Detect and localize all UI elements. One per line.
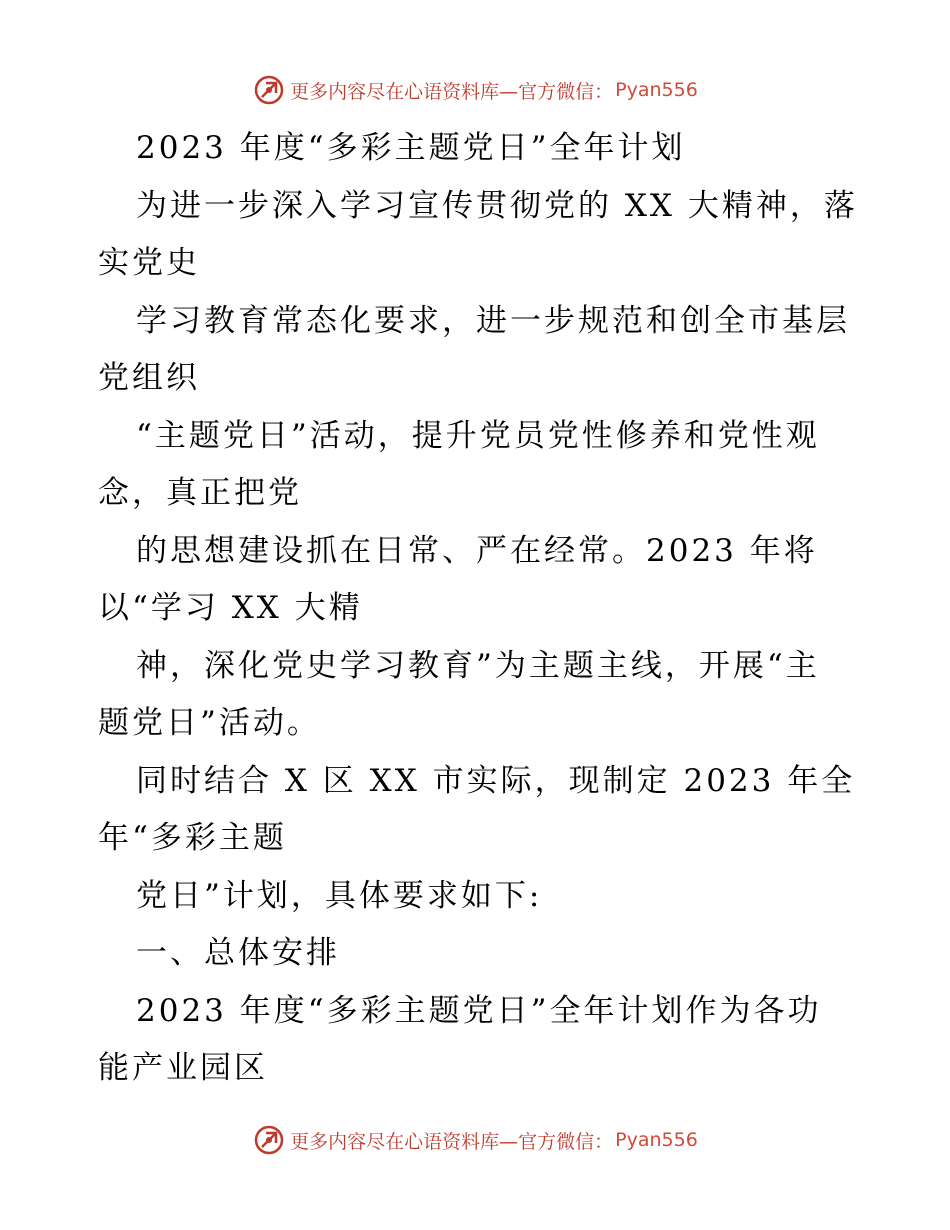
header-watermark — [0, 70, 950, 110]
text-line: 题党日”活动。 — [98, 705, 321, 741]
brand-logo-icon — [252, 73, 286, 107]
footer-watermark — [0, 1120, 950, 1160]
header-watermark-wechat: Pyan556 — [615, 79, 698, 101]
text-line: 党日”计划，具体要求如下: — [136, 877, 543, 914]
text-line: 以“学习 XX 大精 — [98, 590, 363, 626]
text-line: 为进一步深入学习宣传贯彻党的 XX 大精神，落 — [136, 187, 858, 224]
text-line: 神，深化党史学习教育”为主题主线，开展“主 — [136, 647, 820, 684]
text-line: 念，真正把党 — [98, 475, 302, 511]
text-line: “主题党日”活动，提升党员党性修养和党性观 — [136, 417, 820, 454]
brand-logo-icon — [252, 1123, 286, 1157]
header-watermark-text: 更多内容尽在心语资料库—官方微信： — [290, 80, 614, 103]
text-line: 的思想建设抓在日常、严在经常。2023 年将 — [136, 532, 818, 569]
document-body — [98, 120, 858, 1098]
footer-watermark-text: 更多内容尽在心语资料库—官方微信： — [290, 1130, 614, 1153]
text-line: 同时结合 X 区 XX 市实际，现制定 2023 年全 — [136, 762, 856, 799]
text-line: 2023 年度“多彩主题党日”全年计划作为各功 — [136, 992, 822, 1029]
text-line: 2023 年度“多彩主题党日”全年计划 — [136, 130, 686, 166]
text-line: 党组织 — [98, 360, 200, 396]
footer-watermark-wechat: Pyan556 — [615, 1129, 698, 1151]
text-line: 一、总体安排 — [136, 935, 340, 971]
text-line: 学习教育常态化要求，进一步规范和创全市基层 — [136, 302, 850, 339]
text-line: 年“多彩主题 — [98, 820, 287, 856]
text-line: 能产业园区 — [98, 1050, 268, 1086]
text-line: 实党史 — [98, 245, 200, 281]
